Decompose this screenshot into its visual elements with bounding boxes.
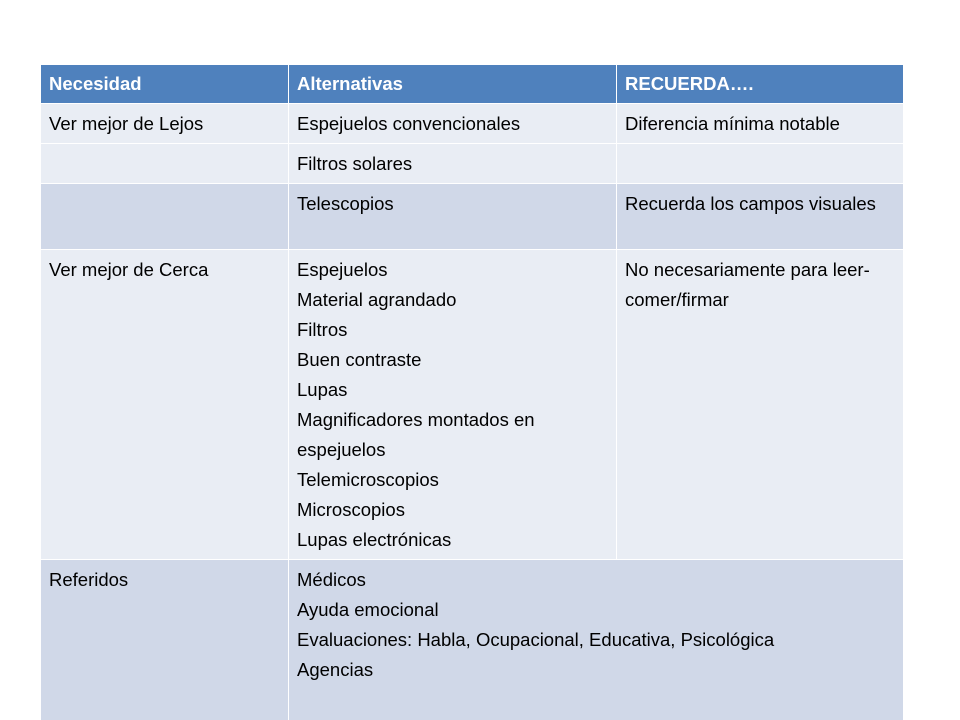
needs-table (40, 64, 904, 720)
table-row (41, 560, 904, 720)
table-row (41, 184, 904, 250)
header-alternativas: Alternativas (289, 65, 617, 104)
table-header (41, 65, 904, 104)
cell-alternativas: Espejuelos convencionales (289, 104, 617, 144)
cell-necesidad: Ver mejor de Cerca (41, 250, 289, 560)
cell-recuerda: Recuerda los campos visuales (617, 184, 904, 250)
cell-necesidad: Ver mejor de Lejos (41, 104, 289, 144)
cell-recuerda: No necesariamente para leer- comer/firmar (617, 250, 904, 560)
header-recuerda: RECUERDA…. (617, 65, 904, 104)
cell-necesidad (41, 184, 289, 250)
cell-recuerda (617, 144, 904, 184)
table-row (41, 104, 904, 144)
table-row (41, 144, 904, 184)
table-row (41, 250, 904, 560)
cell-necesidad (41, 144, 289, 184)
cell-recuerda: Diferencia mínima notable (617, 104, 904, 144)
cell-alternativas: Telescopios (289, 184, 617, 250)
cell-alternativas: Espejuelos Material agrandado Filtros Buen contraste Lupas Magnificadores montados en espejuelos Telemicroscopios Microscopios Lupas electrónicas (289, 250, 617, 560)
header-necesidad: Necesidad (41, 65, 289, 104)
table-body (41, 104, 904, 720)
cell-necesidad: Referidos (41, 560, 289, 720)
cell-referidos-detalle: Médicos Ayuda emocional Evaluaciones: Habla, Ocupacional, Educativa, Psicológica Agencias (289, 560, 904, 720)
cell-alternativas: Filtros solares (289, 144, 617, 184)
header-row (41, 65, 904, 104)
